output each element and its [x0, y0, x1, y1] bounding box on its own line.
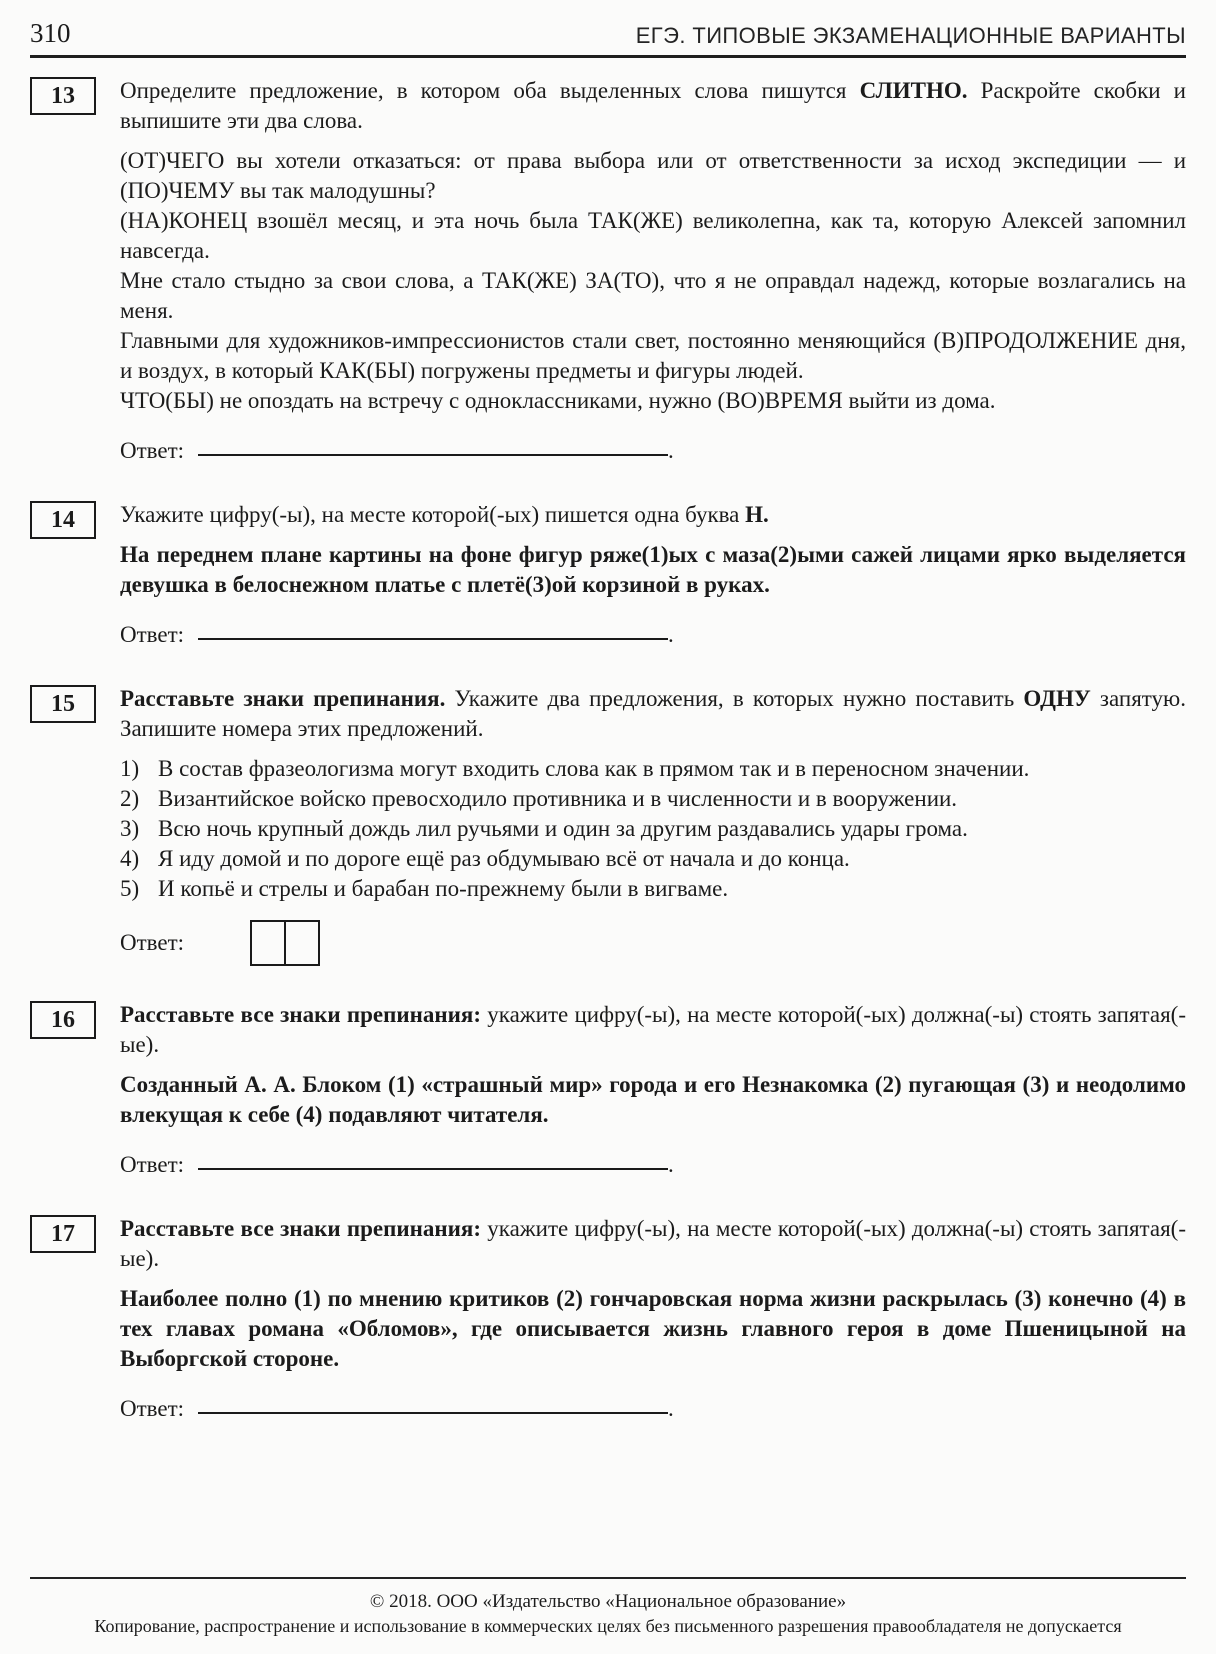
footer-rule: [30, 1577, 1186, 1579]
list-item-text: И копьё и стрелы и барабан по-прежнему были в вигваме.: [158, 876, 729, 901]
answer-cell-2: [284, 920, 320, 966]
answer-period: .: [668, 1152, 674, 1177]
task-prompt: Расставьте все знаки препинания: укажите цифру(-ы), на месте которой(-ых) должна(-ы) стоять запятая(-ые).: [120, 1002, 1186, 1057]
list-item-number: 1): [120, 756, 140, 781]
task-prompt: Определите предложение, в котором оба выделенных слова пишутся СЛИТНО. Раскройте скобки и выпишите эти два слова.: [120, 78, 1186, 133]
task-section-13: [30, 76, 1186, 466]
answer-row: [120, 620, 1186, 650]
answer-label: Ответ:: [120, 438, 185, 463]
task-paragraph: Мне стало стыдно за свои слова, а ТАК(ЖЕ) ЗА(ТО), что я не оправдал надежд, которые возлагались на меня.: [120, 268, 1186, 323]
list-item: [120, 844, 1186, 874]
task-number-box: 16: [30, 1001, 96, 1039]
answer-blank-line: [198, 1412, 668, 1414]
list-item-text: Я иду домой и по дороге ещё раз обдумываю всё от начала и до конца.: [158, 846, 850, 871]
answer-row: [120, 1394, 1186, 1424]
answer-period: .: [668, 622, 674, 647]
list-item-text: Всю ночь крупный дождь лил ручьями и один за другим раздавались удары грома.: [158, 816, 968, 841]
task-sentence: На переднем плане картины на фоне фигур ряже(1)ых с маза(2)ыми сажей лицами ярко выделяется девушка в белоснежном платье с плетё(3)ой корзиной в руках.: [120, 542, 1186, 597]
task-number-box: 13: [30, 77, 96, 115]
task-number-box: 15: [30, 685, 96, 723]
list-item-text: В состав фразеологизма могут входить слова как в прямом так и в переносном значении.: [158, 756, 1030, 781]
task-number-box: 17: [30, 1215, 96, 1253]
answer-period: .: [668, 1396, 674, 1421]
list-item-number: 5): [120, 876, 140, 901]
task-section-17: [30, 1214, 1186, 1424]
answer-label: Ответ:: [120, 930, 185, 955]
list-item: [120, 874, 1186, 904]
list-item: [120, 814, 1186, 844]
list-item-number: 3): [120, 816, 140, 841]
answer-label: Ответ:: [120, 622, 185, 647]
task-sentence: Созданный А. А. Блоком (1) «страшный мир» города и его Незнакомка (2) пугающая (3) и неодолимо влекущая к себе (4) подавляют читателя.: [120, 1072, 1186, 1127]
task-paragraph: (ОТ)ЧЕГО вы хотели отказаться: от права выбора или от ответственности за исход экспедиции — и (ПО)ЧЕМУ вы так малодушны?: [120, 148, 1186, 203]
task-section-14: [30, 500, 1186, 650]
list-item-number: 4): [120, 846, 140, 871]
answer-blank-line: [198, 638, 668, 640]
list-item: [120, 754, 1186, 784]
task-prompt: Укажите цифру(-ы), на месте которой(-ых) пишется одна буква Н.: [120, 502, 769, 527]
answer-period: .: [668, 438, 674, 463]
variant-list: [120, 754, 1186, 904]
header-title: ЕГЭ. ТИПОВЫЕ ЭКЗАМЕНАЦИОННЫЕ ВАРИАНТЫ: [635, 23, 1186, 48]
footer-notice: Копирование, распространение и использование в коммерческих целях без письменного разрешения правообладателя не допускается: [94, 1616, 1122, 1636]
answer-cell-1: [250, 920, 286, 966]
answer-row: [120, 436, 1186, 466]
task-prompt: Расставьте все знаки препинания: укажите цифру(-ы), на месте которой(-ых) должна(-ы) стоять запятая(-ые).: [120, 1216, 1186, 1271]
task-sentence: Наиболее полно (1) по мнению критиков (2) гончаровская норма жизни раскрылась (3) конечно (4) в тех главах романа «Обломов», где описывается жизнь главного героя в доме Пшеницыной на Выборгской стороне.: [120, 1286, 1186, 1371]
answer-blank-line: [198, 454, 668, 456]
header-rule: [30, 55, 1186, 58]
task-section-16: [30, 1000, 1186, 1180]
answer-label: Ответ:: [120, 1152, 185, 1177]
task-paragraph: ЧТО(БЫ) не опоздать на встречу с одноклассниками, нужно (ВО)ВРЕМЯ выйти из дома.: [120, 388, 996, 413]
task-number-box: 14: [30, 501, 96, 539]
task-paragraph: (НА)КОНЕЦ взошёл месяц, и эта ночь была ТАК(ЖЕ) великолепна, как та, которую Алексей запомнил навсегда.: [120, 208, 1186, 263]
footer-copyright: © 2018. ООО «Издательство «Национальное образование»: [369, 1591, 847, 1612]
list-item-number: 2): [120, 786, 140, 811]
answer-row: [120, 1150, 1186, 1180]
task-paragraph: Главными для художников-импрессионистов стали свет, постоянно меняющийся (В)ПРОДОЛЖЕНИЕ дня, и воздух, в который КАК(БЫ) погружены предметы и фигуры людей.: [120, 328, 1186, 383]
task-prompt: Расставьте знаки препинания. Укажите два предложения, в которых нужно поставить ОДНУ запятую. Запишите номера этих предложений.: [120, 686, 1186, 741]
page-number: 310: [30, 18, 71, 48]
task-section-15: [30, 684, 1186, 966]
page-header: [30, 0, 1186, 47]
answer-label: Ответ:: [120, 1396, 185, 1421]
list-item: [120, 784, 1186, 814]
answer-row-boxes: [120, 920, 1186, 966]
task-variants: [120, 146, 1186, 416]
list-item-text: Византийское войско превосходило противника и в численности и в вооружении.: [158, 786, 958, 811]
answer-blank-line: [198, 1168, 668, 1170]
page-footer: [30, 1577, 1186, 1654]
